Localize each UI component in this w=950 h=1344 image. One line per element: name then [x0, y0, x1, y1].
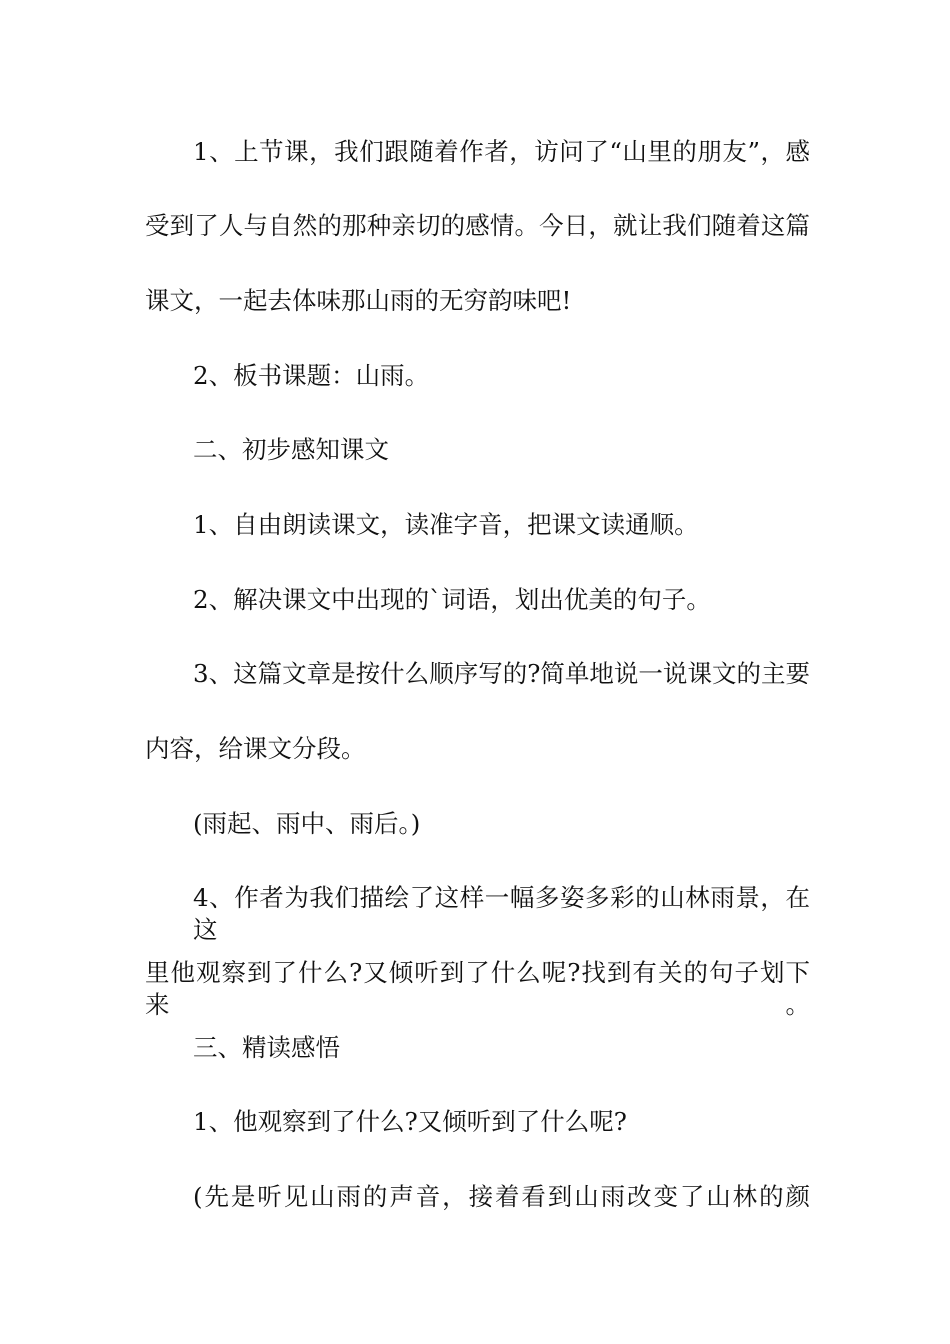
paragraph-line-15: (先是听见山雨的声音，接着看到山雨改变了山林的颜 [193, 1182, 810, 1211]
paragraph-line-8: 3、这篇文章是按什么顺序写的?简单地说一说课文的主要 [193, 659, 810, 688]
paragraph-line-7: 2、解决课文中出现的`词语，划出优美的句子。 [193, 585, 711, 614]
paragraph-line-9: 内容，给课文分段。 [145, 734, 366, 763]
paragraph-line-3: 课文，一起去体味那山雨的无穷韵味吧! [145, 286, 572, 315]
paragraph-line-4: 2、板书课题：山雨。 [193, 361, 430, 390]
paragraph-line-14: 1、他观察到了什么?又倾听到了什么呢? [193, 1107, 627, 1136]
paragraph-line-6: 1、自由朗读课文，读准字音，把课文读通顺。 [193, 510, 699, 539]
paragraph-line-10: (雨起、雨中、雨后。) [193, 809, 421, 838]
paragraph-line-1: 1、上节课，我们跟随着作者，访问了“山里的朋友”，感 [193, 137, 810, 166]
paragraph-line-11: 4、作者为我们描绘了这样一幅多姿多彩的山林雨景，在这 [193, 883, 810, 944]
paragraph-line-12: 里他观察到了什么?又倾听到了什么呢?找到有关的句子划下来。 [145, 958, 810, 1019]
paragraph-line-2: 受到了人与自然的那种亲切的感情。今日，就让我们随着这篇 [145, 211, 810, 240]
section-heading-2: 二、初步感知课文 [193, 435, 389, 464]
section-heading-3: 三、精读感悟 [193, 1033, 340, 1062]
